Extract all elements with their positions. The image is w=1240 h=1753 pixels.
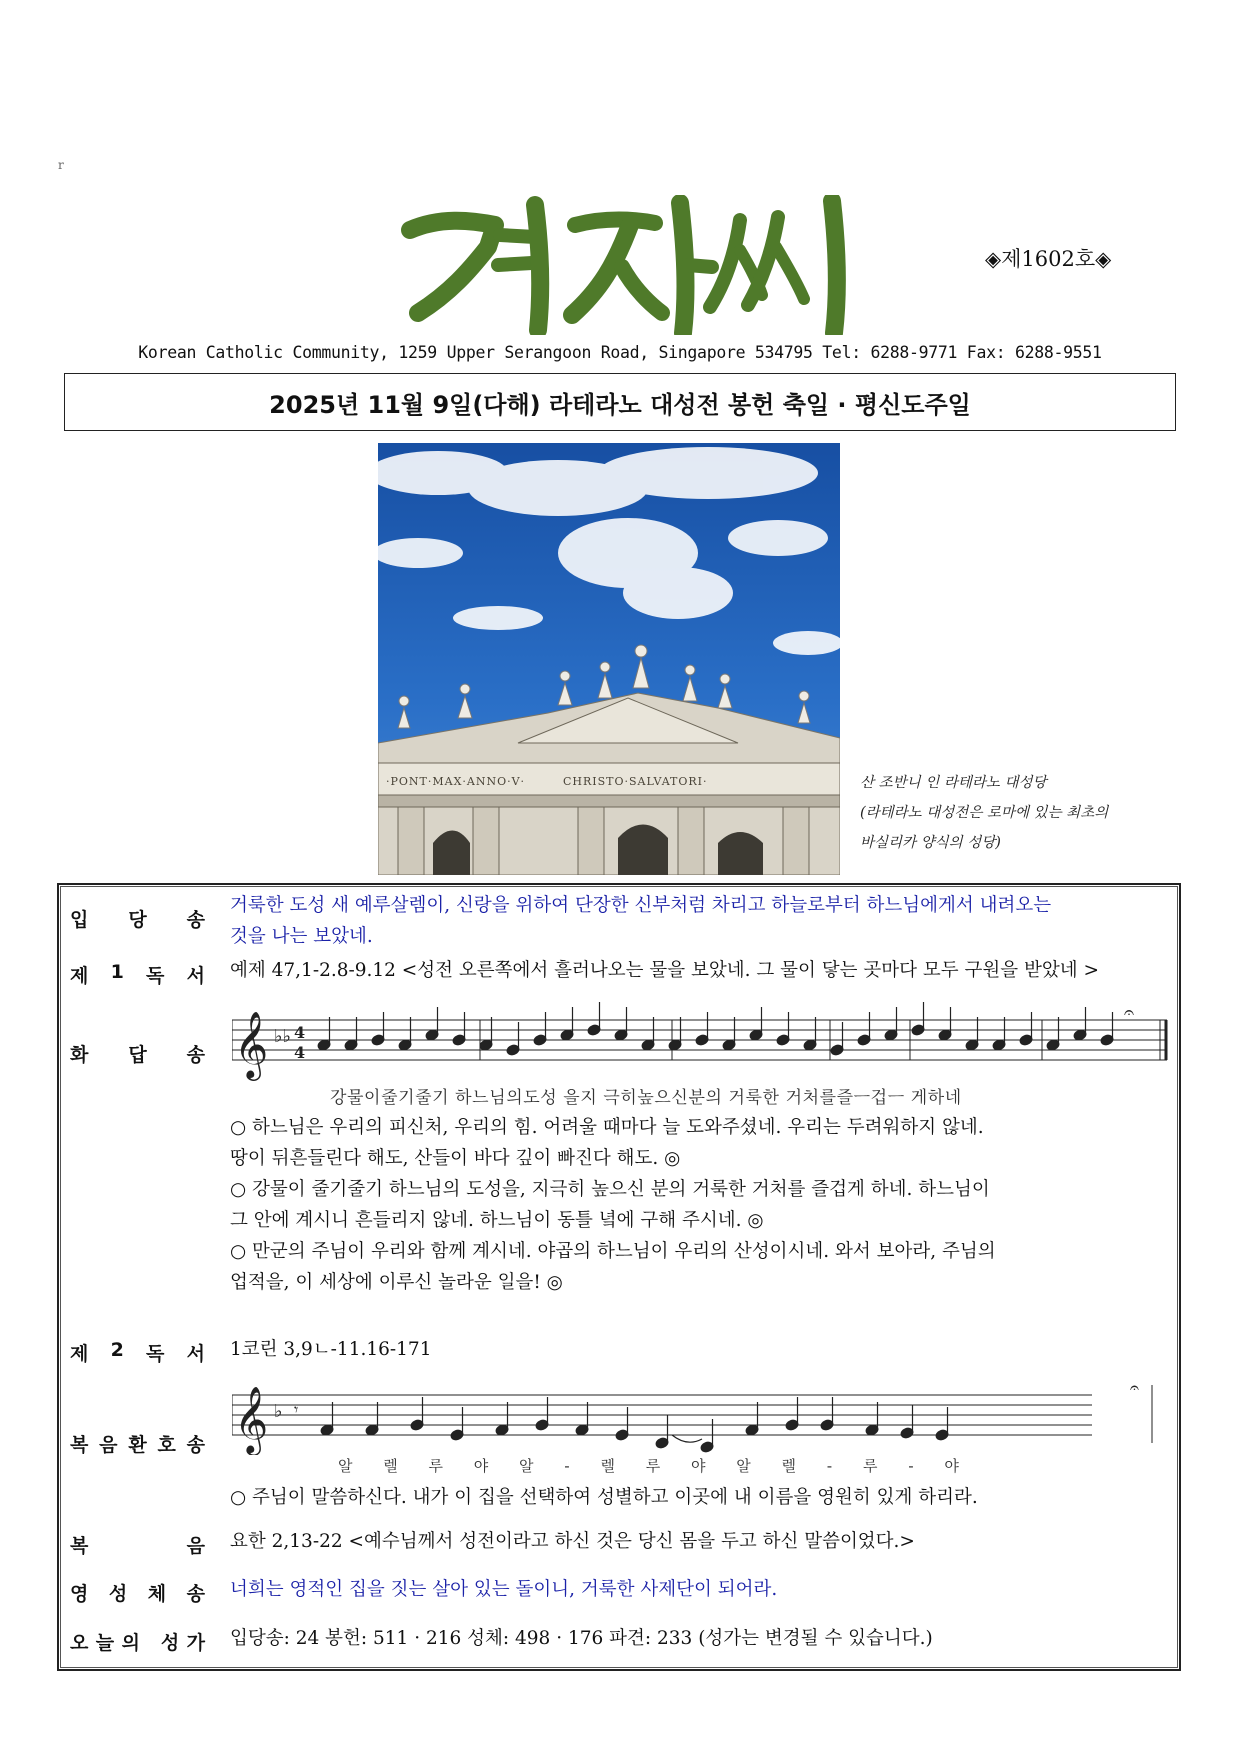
second-reading-text: 1코린 3,9ㄴ-11.16-171: [230, 1339, 432, 1360]
svg-text:𝄞: 𝄞: [234, 1385, 269, 1453]
stray-mark: r: [58, 158, 64, 172]
svg-text:𝄐: 𝄐: [1124, 1002, 1135, 1023]
label-communion: 영 성 체 송: [70, 1583, 205, 1605]
label-psalm: 화 답 송: [70, 1044, 205, 1066]
psalm-verse-line: ○ 강물이 줄기줄기 하느님의 도성을, 지극히 높으신 분의 거룩한 거처를 즐겁게 하네. 하느님이: [230, 1179, 990, 1200]
psalm-verses: [230, 1112, 1170, 1298]
photo-caption: [860, 768, 1180, 858]
issue-number: ◈제1602호◈: [985, 247, 1112, 271]
first-reading-text: 예제 47,1-2.8-9.12 <성전 오른쪽에서 흘러나오는 물을 보았네. 그 물이 닿는 곳마다 모두 구원을 받았네 >: [230, 960, 1100, 981]
label-hymns: 오 늘 의 성 가: [70, 1632, 205, 1654]
gospel-text: 요한 2,13-22 <예수님께서 성전이라고 하신 것은 당신 몸을 두고 하신 말씀이었다.>: [230, 1531, 915, 1552]
caption-line: 산 조반니 인 라테라노 대성당: [860, 775, 1047, 791]
psalm-music-score: [232, 1000, 1172, 1084]
facade-inscription-center: CHRISTO·SALVATORI·: [563, 775, 708, 788]
date-title: [64, 373, 1176, 431]
entrance-line: 것을 나는 보았네.: [230, 926, 373, 947]
svg-text:𝄞: 𝄞: [234, 1010, 269, 1078]
label-second-reading: 제 2 독 서: [70, 1339, 205, 1365]
svg-text:𝄐: 𝄐: [1130, 1378, 1139, 1397]
masthead-logo: [400, 195, 860, 335]
communion-antiphon: 너희는 영적인 집을 짓는 살아 있는 돌이니, 거룩한 사제단이 되어라.: [230, 1579, 778, 1600]
svg-text:𝄾: 𝄾: [294, 1400, 299, 1419]
hymns-text: 입당송: 24 봉헌: 511 · 216 성체: 498 · 176 파견: 233 (성가는 변경될 수 있습니다.): [230, 1628, 933, 1649]
basilica-photo: [378, 443, 840, 875]
label-entrance: 입 당 송: [70, 909, 205, 931]
psalm-verse-line: 업적을, 이 세상에 이루신 놀라운 일을! ◎: [230, 1272, 563, 1293]
svg-text:4: 4: [294, 1043, 306, 1062]
alleluia-music-score: [232, 1375, 1172, 1455]
label-first-reading: 제 1 독 서: [70, 961, 205, 987]
psalm-verse-line: 그 안에 계시니 흔들리지 않네. 하느님이 동틀 녘에 구해 주시네. ◎: [230, 1210, 764, 1231]
caption-line: 바실리카 양식의 성당): [860, 835, 1001, 851]
date-title-text: 2025년 11월 9일(다해) 라테라노 대성전 봉헌 축일 · 평신도주일: [269, 390, 971, 419]
svg-text:♭: ♭: [274, 1401, 283, 1422]
alleluia-lyrics: 알 렐 루 야 알 - 렐 루 야 알 렐 - 루 - 야: [338, 1457, 961, 1475]
svg-text:♭♭: ♭♭: [274, 1026, 291, 1047]
svg-text:4: 4: [294, 1023, 306, 1042]
label-gospel: 복 음: [70, 1535, 205, 1557]
psalm-verse-line: 땅이 뒤흔들린다 해도, 산들이 바다 깊이 빠진다 해도. ◎: [230, 1148, 681, 1169]
psalm-lyrics: 강물이줄기줄기 하느님의도성 을지 극히높으신분의 거룩한 거처를즐ㅡ겁ㅡ 게하네: [330, 1088, 962, 1108]
alleluia-verse: ○ 주님이 말씀하신다. 내가 이 집을 선택하여 성별하고 이곳에 내 이름을 영원히 있게 하리라.: [230, 1487, 978, 1508]
psalm-verse-line: ○ 하느님은 우리의 피신처, 우리의 힘. 어려울 때마다 늘 도와주셨네. 우리는 두려워하지 않네.: [230, 1117, 984, 1138]
label-gospel-acclamation: 복 음 환 호 송: [70, 1434, 205, 1456]
entrance-line: 거룩한 도성 새 예루살렘이, 신랑을 위하여 단장한 신부처럼 차리고 하늘로부터 하느님에게서 내려오는: [230, 895, 1052, 916]
entrance-antiphon: [230, 890, 1170, 952]
facade-inscription-left: ·PONT·MAX·ANNO·V·: [386, 775, 526, 788]
caption-line: (라테라노 대성전은 로마에 있는 최초의: [860, 805, 1109, 821]
psalm-verse-line: ○ 만군의 주님이 우리와 함께 계시네. 야곱의 하느님이 우리의 산성이시네. 와서 보아라, 주님의: [230, 1241, 996, 1262]
community-address: Korean Catholic Community, 1259 Upper Serangoon Road, Singapore 534795 Tel: 6288-9771 Fax: 6288-9551: [138, 343, 1102, 362]
